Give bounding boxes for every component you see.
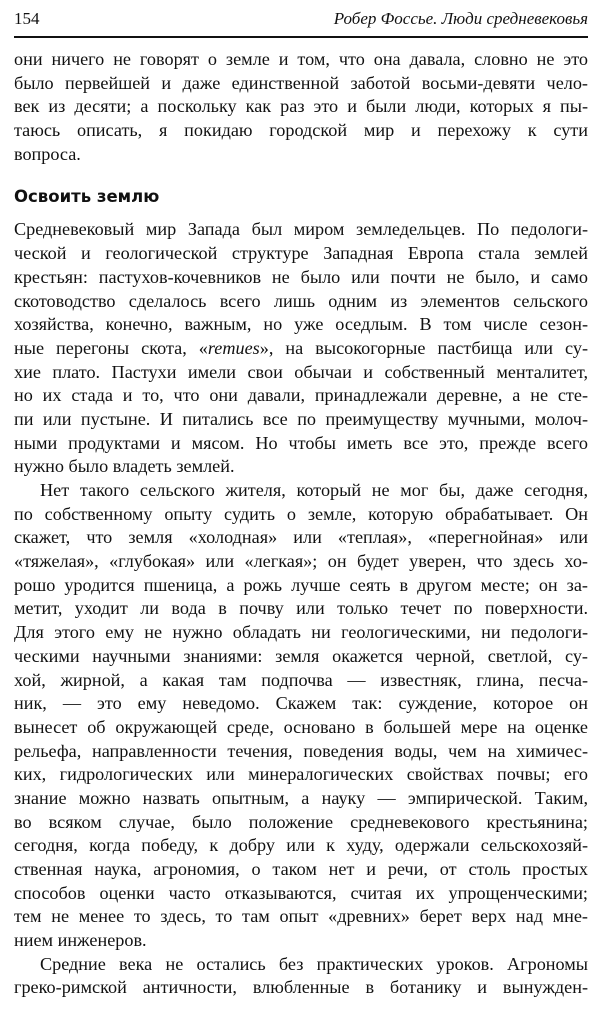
- running-header: [14, 8, 588, 34]
- text-line: таюсь описать, я покидаю городской мир и перехожу к сути: [14, 120, 588, 141]
- text-line: рельефа, направленности течения, поведения воды, чем на химичес-: [14, 740, 588, 761]
- text-line: нужно было владеть землей.: [14, 456, 235, 477]
- text-line: скажет, что земля «холодная» или «теплая», «перегнойная» или: [14, 527, 588, 548]
- text-line: вопроса.: [14, 143, 81, 164]
- text-line: метит, уходит ли вода в почву или только течет по поверхности.: [14, 598, 588, 619]
- text-line: хой, жирной, а какая там подпочва — известняк, глина, песча-: [14, 669, 588, 690]
- text-line: по собственному опыту судить о земле, которую обрабатывает. Он: [14, 503, 588, 524]
- text-line: век из десяти; а поскольку как раз это и были люди, которых я пы-: [14, 96, 588, 117]
- text-line: во всяком случае, было положение средневекового крестьянина;: [14, 811, 588, 832]
- text-line: Средневековый мир Запада был миром земледельцев. По педологи-: [14, 219, 588, 240]
- text-line: греко-римской античности, влюбленные в ботанику и вынужден-: [14, 977, 588, 998]
- paragraph-3: [14, 953, 588, 1000]
- text-line: хозяйства, конечно, важным, но уже оседлым. В том числе сезон-: [14, 314, 588, 335]
- text-line: способов оценки часто отказываются, считая их упрощенческими;: [14, 882, 588, 903]
- text-line: рошо уродится пшеница, а рожь лучше сеять в другом месте; он за-: [14, 574, 588, 595]
- book-page: [14, 8, 588, 1000]
- text-line: хие плато. Пастухи имели свои обычаи и собственный менталитет,: [14, 361, 588, 382]
- paragraph-1: [14, 218, 588, 479]
- text-line: крестьян: пастухов-кочевников не было или почти не было, и само: [14, 266, 588, 287]
- text-line: сегодня, когда победу, к добру или к худу, одержали сельскохозяй-: [14, 835, 588, 856]
- text-line: ственная наука, агрономия, о таком нет и речи, от столь простых: [14, 859, 588, 879]
- text-line: скотоводство сделалось всего лишь одним из элементов сельского: [14, 290, 588, 311]
- italic-term: remues: [207, 337, 260, 358]
- text-line: но их стада и то, что они давали, принадлежали деревне, а не сте-: [14, 385, 588, 406]
- text-line: знание можно назвать опытным, а науку — эмпирической. Таким,: [14, 787, 588, 808]
- text-line: ких, гидрологических или минералогических свойствах почвы; его: [14, 764, 588, 785]
- text-line-with-italic: [14, 337, 588, 361]
- text-line: Средние века не остались без практических уроков. Агрономы: [40, 953, 588, 974]
- section-heading: Освоить землю: [14, 187, 160, 207]
- page-body: [14, 48, 588, 1000]
- text-line: ными продуктами и мясом. Но чтобы иметь все это, прежде всего: [14, 432, 588, 453]
- text-fragment: ные перегоны скота, «: [14, 337, 208, 358]
- text-line: Для этого ему не нужно обладать ни геологическими, ни педологи-: [14, 622, 588, 643]
- intro-paragraph: [14, 48, 588, 166]
- text-line: пи или пустыне. И питались все по преимуществу мучными, молоч-: [14, 408, 588, 429]
- text-line: ческими научными знаниями: земля окажется черной, светлой, су-: [14, 645, 588, 666]
- text-line: «тяжелая», «глубокая» или «легкая»; он будет уверен, что здесь хо-: [14, 551, 588, 572]
- text-line: вынесет об окружающей среде, основано в большей мере на оценке: [14, 716, 588, 737]
- text-line: было первейшей и даже единственной заботой восьми-девяти чело-: [14, 72, 588, 93]
- page-number: 154: [14, 9, 40, 28]
- running-title: Робер Фоссье. Люди средневековья: [333, 9, 588, 28]
- text-line: нием инженеров.: [14, 930, 147, 951]
- text-line: ческой и геологической структуре Западная Европа стала землей: [14, 243, 588, 264]
- header-rule: [14, 36, 588, 38]
- text-line: они ничего не говорят о земле и том, что она давала, словно не это: [14, 49, 588, 69]
- text-line: тем не менее то здесь, то там опыт «древних» берет верх над мне-: [14, 906, 588, 927]
- text-line: ник, — это ему неведомо. Скажем так: суждение, которое он: [14, 693, 588, 714]
- text-fragment: », на высокогорные пастбища или су-: [259, 337, 588, 358]
- text-line: Нет такого сельского жителя, который не мог бы, даже сегодня,: [40, 480, 588, 500]
- paragraph-2: [14, 479, 588, 953]
